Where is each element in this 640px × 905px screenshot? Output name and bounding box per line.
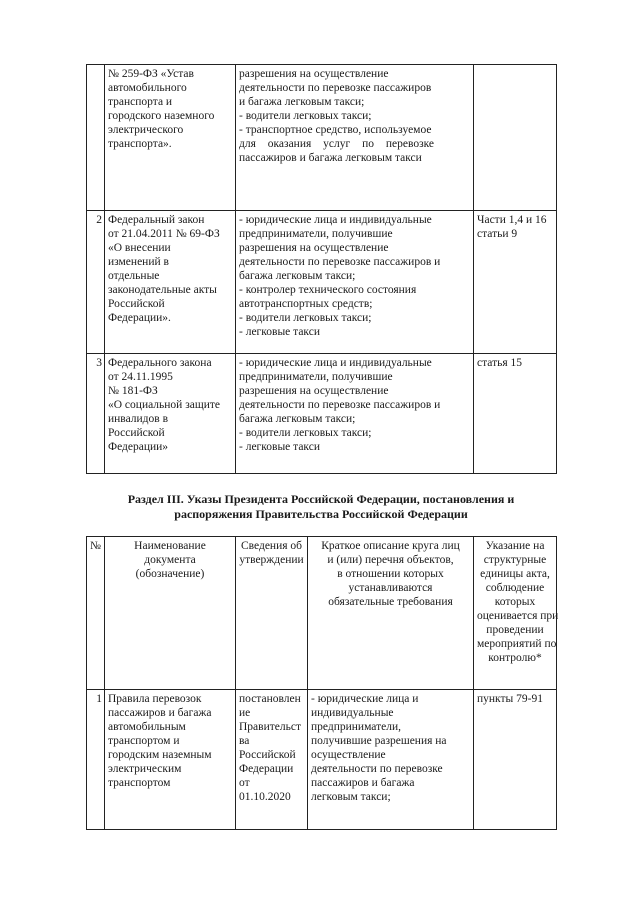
row-number: [87, 65, 105, 211]
text-line: устанавливаются: [348, 582, 433, 594]
units-cell: [474, 65, 557, 211]
text-line: - легковые такси: [239, 441, 320, 453]
table-header-row: [87, 537, 557, 690]
text-line: деятельности по перевозке пассажиров: [239, 82, 432, 94]
text-line: автотранспортных средств;: [239, 298, 373, 310]
text-line: разрешения на осуществление: [239, 68, 389, 80]
header-units: [474, 537, 557, 690]
text-line: автомобильным: [108, 721, 186, 733]
text-line: мероприятий по: [477, 638, 557, 650]
table-row: [87, 65, 557, 211]
units-cell: [474, 690, 557, 830]
text-line: Наименование: [134, 540, 206, 552]
header-name: [105, 537, 236, 690]
section-heading: [86, 492, 556, 522]
subjects-cell: [236, 211, 474, 354]
text-line: законодательные акты: [108, 284, 217, 296]
text-line: - юридические лица и: [311, 693, 419, 705]
text-line: - юридические лица и индивидуальные: [239, 214, 432, 226]
text-line: для оказания услуг по перевозке: [239, 138, 435, 150]
text-line: ие: [239, 707, 251, 719]
text-line: Краткое описание круга лиц: [321, 540, 460, 552]
text-line: городского наземного: [108, 110, 215, 122]
table-row: [87, 354, 557, 474]
text-line: утверждении: [239, 554, 304, 566]
text-line: единицы акта,: [480, 568, 550, 580]
row-number: 1: [87, 690, 105, 830]
approval-cell: [236, 690, 308, 830]
text-line: Указание на: [485, 540, 545, 552]
table-row: [87, 211, 557, 354]
text-line: инвалидов в: [108, 413, 169, 425]
text-line: ва: [239, 735, 250, 747]
text-line: автомобильного: [108, 82, 187, 94]
text-line: статьи 9: [477, 228, 518, 240]
text-line: Сведения об: [240, 540, 302, 552]
text-line: индивидуальные: [311, 707, 394, 719]
document-cell: [105, 690, 236, 830]
text-line: контролю*: [488, 652, 542, 664]
heading-line: Раздел III. Указы Президента Российской Федерации, постановления и: [127, 492, 515, 506]
text-line: деятельности по перевозке пассажиров и: [239, 256, 441, 268]
text-line: оценивается при: [477, 610, 559, 622]
text-line: разрешения на осуществление: [239, 242, 389, 254]
text-line: обязательные требования: [328, 596, 453, 608]
document-cell: [105, 65, 236, 211]
text-line: предприниматели, получившие: [239, 371, 393, 383]
text-line: электрическим: [108, 763, 182, 775]
units-cell: [474, 354, 557, 474]
text-line: багажа легковым такси;: [239, 270, 356, 282]
header-number: №: [87, 537, 105, 690]
text-line: № 259-ФЗ «Устав: [108, 68, 194, 80]
text-line: транспортом и: [108, 735, 180, 747]
text-line: № 181-ФЗ: [108, 385, 158, 397]
text-line: 01.10.2020: [239, 791, 291, 803]
text-line: от 21.04.2011 № 69-ФЗ: [108, 228, 220, 240]
text-line: и (или) перечня объектов,: [327, 554, 454, 566]
text-line: Федерации».: [108, 312, 171, 324]
text-line: отдельные: [108, 270, 160, 282]
text-line: - водители легковых такси;: [239, 427, 372, 439]
text-line: Российской: [108, 298, 165, 310]
text-line: получившие разрешения на: [311, 735, 447, 747]
text-line: изменений в: [108, 256, 169, 268]
text-line: транспорта».: [108, 138, 172, 150]
text-line: в отношении которых: [337, 568, 444, 580]
text-line: Правительст: [239, 721, 301, 733]
text-line: багажа легковым такси;: [239, 413, 356, 425]
document-cell: [105, 211, 236, 354]
text-line: «О социальной защите: [108, 399, 221, 411]
text-line: предприниматели,: [311, 721, 401, 733]
text-line: - легковые такси: [239, 326, 320, 338]
subjects-cell: [236, 354, 474, 474]
text-line: Федерального закона: [108, 357, 212, 369]
heading-line: распоряжения Правительства Российской Федерации: [174, 507, 468, 521]
row-number: 2: [87, 211, 105, 354]
text-line: - водители легковых такси;: [239, 312, 372, 324]
text-line: городским наземным: [108, 749, 212, 761]
text-line: транспортом: [108, 777, 171, 789]
text-line: Правила перевозок: [108, 693, 202, 705]
text-line: постановлен: [239, 693, 301, 705]
text-line: легковым такси;: [311, 791, 391, 803]
header-description: [308, 537, 474, 690]
text-line: «О внесении: [108, 242, 171, 254]
text-line: электрического: [108, 124, 184, 136]
text-line: - транспортное средство, используемое: [239, 124, 432, 136]
units-cell: [474, 211, 557, 354]
text-line: - юридические лица и индивидуальные: [239, 357, 432, 369]
text-line: статья 15: [477, 357, 523, 369]
text-line: пассажиров и багажа: [311, 777, 415, 789]
text-line: (обозначение): [135, 568, 205, 580]
subjects-cell: [236, 65, 474, 211]
text-line: Российской: [239, 749, 296, 761]
text-line: транспорта и: [108, 96, 173, 108]
document-cell: [105, 354, 236, 474]
text-line: Федеральный закон: [108, 214, 205, 226]
text-line: которых: [494, 596, 536, 608]
decrees-table: [86, 536, 557, 830]
text-line: Российской: [108, 427, 165, 439]
text-line: - контролер технического состояния: [239, 284, 417, 296]
text-line: и багажа легковым такси;: [239, 96, 365, 108]
text-line: документа: [144, 554, 196, 566]
text-line: от: [239, 777, 250, 789]
text-line: пункты 79-91: [477, 693, 543, 705]
text-line: разрешения на осуществление: [239, 385, 389, 397]
text-line: проведении: [486, 624, 544, 636]
text-line: деятельности по перевозке пассажиров и: [239, 399, 441, 411]
text-line: деятельности по перевозке: [311, 763, 443, 775]
text-line: Части 1,4 и 16: [477, 214, 547, 226]
text-line: от 24.11.1995: [108, 371, 173, 383]
text-line: Федерации»: [108, 441, 169, 453]
description-cell: [308, 690, 474, 830]
text-line: пассажиров и багажа легковым такси: [239, 152, 422, 164]
text-line: - водители легковых такси;: [239, 110, 372, 122]
text-line: структурные: [483, 554, 547, 566]
header-approval: [236, 537, 308, 690]
table-row: [87, 690, 557, 830]
federal-laws-table: [86, 64, 557, 474]
row-number: 3: [87, 354, 105, 474]
text-line: предприниматели, получившие: [239, 228, 393, 240]
text-line: Федерации: [239, 763, 294, 775]
text-line: соблюдение: [485, 582, 545, 594]
text-line: осуществление: [311, 749, 386, 761]
text-line: пассажиров и багажа: [108, 707, 212, 719]
